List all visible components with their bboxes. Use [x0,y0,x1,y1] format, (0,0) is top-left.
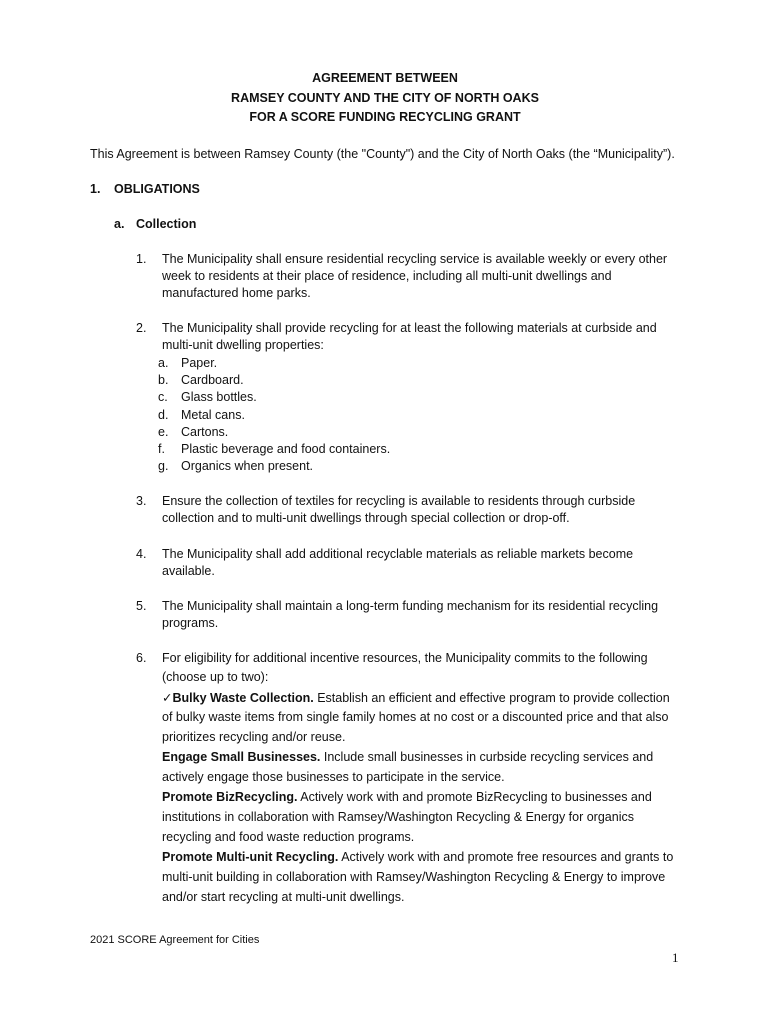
option-text-line: actively engage those businesses to participate in the service. [162,770,505,784]
title-line-3: FOR A SCORE FUNDING RECYCLING GRANT [249,110,521,124]
section-number: 1. [90,182,101,196]
item-4-line-2: available. [162,564,215,578]
item-5-line-2: programs. [162,616,219,630]
option-text-line: institutions in collaboration with Ramsey/Washington Recycling & Energy for organics [162,810,634,824]
item-4-number: 4. [136,547,147,561]
option-text-line: prioritizes recycling and/or reuse. [162,730,346,744]
option-text-line: of bulky waste items from single family homes at no cost or a discounted price and that also [162,710,669,724]
option-text-line: and/or start recycling at multi-unit dwellings. [162,890,405,904]
material-item: Metal cans. [181,408,245,422]
option-promote-multi-unit [162,850,673,864]
item-1-line-2: week to residents at their place of residence, including all multi-unit dwellings and [162,269,612,283]
item-6-number: 6. [136,651,147,665]
material-letter: c. [158,390,168,404]
item-4-line-1: The Municipality shall add additional recyclable materials as reliable markets become [162,547,634,561]
material-item: Organics when present. [181,459,314,473]
title-line-1: AGREEMENT BETWEEN [312,71,458,85]
item-5-number: 5. [136,599,147,613]
option-heading: Bulky Waste Collection. [172,691,314,705]
option-text: Establish an efficient and effective program to provide collection [313,691,670,705]
material-item: Cartons. [181,425,229,439]
option-text-line: multi-unit building in collaboration with Ramsey/Washington Recycling & Energy to improve [162,870,666,884]
item-3-line-2: collection and to multi-unit dwellings through special collection or drop-off. [162,511,570,525]
material-letter: f. [158,442,165,456]
item-3-line-1: Ensure the collection of textiles for recycling is available to residents through curbside [162,494,636,508]
option-text: Include small businesses in curbside recycling services and [320,750,654,764]
intro-paragraph: This Agreement is between Ramsey County (the "County") and the City of North Oaks (the “Municipality”). [90,147,675,161]
item-1-line-3: manufactured home parks. [162,286,311,300]
material-item: Plastic beverage and food containers. [181,442,391,456]
material-letter: a. [158,356,169,370]
subsection-heading: Collection [136,217,197,231]
item-2-line-1: The Municipality shall provide recycling for at least the following materials at curbside and [162,321,657,335]
material-letter: d. [158,408,169,422]
option-bulky-waste [162,690,670,705]
material-letter: b. [158,373,169,387]
option-text: Actively work with and promote free resources and grants to [338,850,674,864]
item-3-number: 3. [136,494,147,508]
section-heading: OBLIGATIONS [114,182,200,196]
item-6-line-1: For eligibility for additional incentive resources, the Municipality commits to the following [162,651,648,665]
item-5-line-1: The Municipality shall maintain a long-term funding mechanism for its residential recycling [162,599,659,613]
option-text: Actively work with and promote BizRecycling to businesses and [297,790,652,804]
item-2-line-2: multi-unit dwelling properties: [162,338,324,352]
title-line-2: RAMSEY COUNTY AND THE CITY OF NORTH OAKS [231,91,539,105]
page-number: 1 [672,950,679,965]
material-item: Glass bottles. [181,390,257,404]
page-footer: 2021 SCORE Agreement for Cities [90,934,260,946]
option-promote-bizrecycling [162,790,652,804]
material-letter: g. [158,459,169,473]
material-letter: e. [158,425,169,439]
item-6-line-2: (choose up to two): [162,670,269,684]
option-heading: Promote Multi-unit Recycling. [162,850,339,864]
option-heading: Promote BizRecycling. [162,790,298,804]
option-text-line: recycling and food waste reduction programs. [162,830,415,844]
material-item: Cardboard. [181,373,244,387]
item-1-number: 1. [136,252,147,266]
option-heading: Engage Small Businesses. [162,750,321,764]
checkmark-icon: ✓ [162,691,173,705]
subsection-letter: a. [114,217,125,231]
item-2-number: 2. [136,321,147,335]
material-item: Paper. [181,356,218,370]
option-engage-small-businesses [162,750,653,764]
item-1-line-1: The Municipality shall ensure residential recycling service is available weekly or every other [162,252,668,266]
